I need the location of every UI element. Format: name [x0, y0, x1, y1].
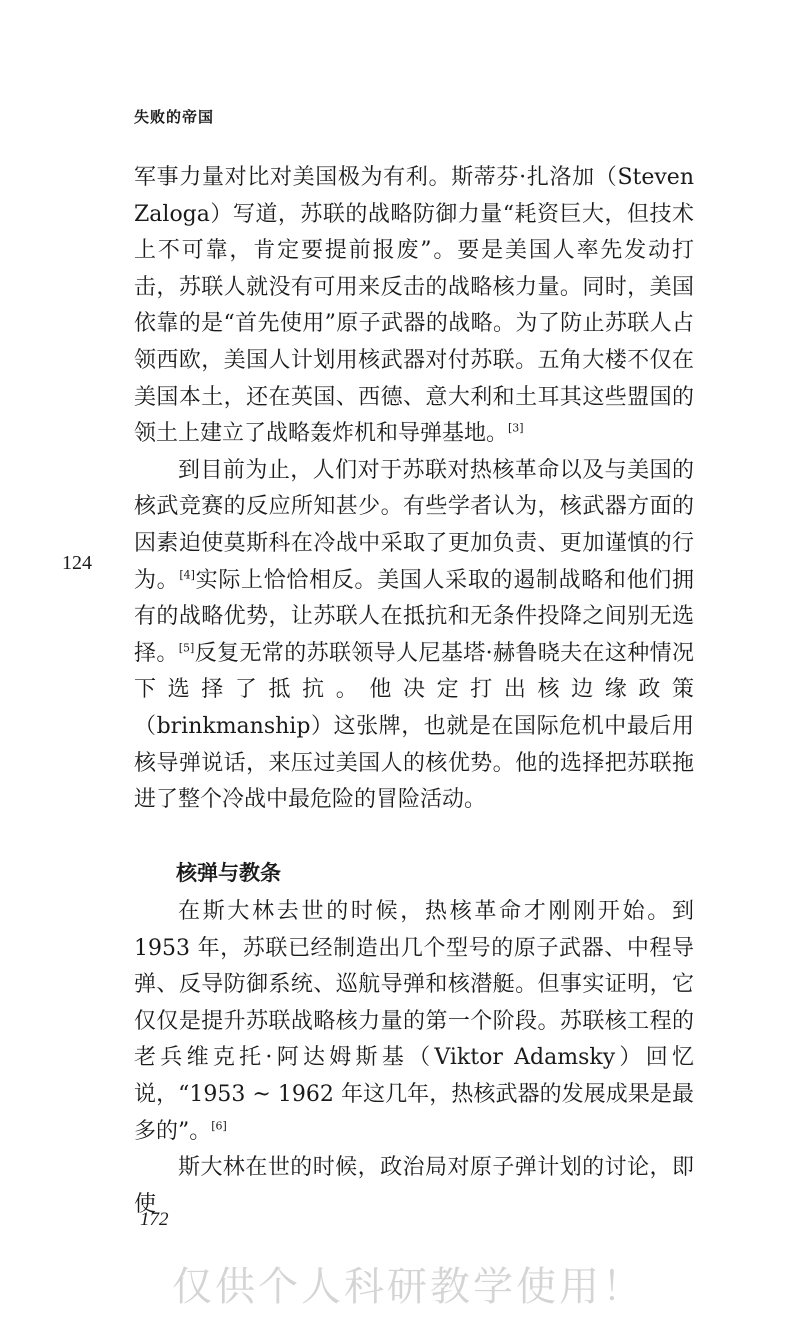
paragraph-2-text-c: 反复无常的苏联领导人尼基塔·赫鲁晓夫在这种情况下选择了抵抗。他决定打出核边缘政策（brinkmanship）这张牌，也就是在国际危机中最后用核导弹说话，来压过美国人的核优势。他的选择把苏联拖进了整个冷战中最危险的冒险活动。 — [134, 640, 694, 813]
page-folio: 172 — [140, 1209, 169, 1230]
paragraph-2-text-a: 到目前为止，人们对于苏联对热核革命以及与美国的核武竞赛的反应所知甚少。有些学者认为，核武器方面的因素迫使莫斯科在冷战中采取了更加负责、更加谨慎的行为。 — [134, 457, 694, 593]
section-title: 核弹与教条 — [176, 861, 281, 885]
footnote-ref-6: [6] — [211, 1119, 227, 1133]
footnote-ref-4: [4] — [179, 568, 195, 582]
footnote-ref-5: [5] — [178, 641, 195, 655]
body-text-upper — [134, 160, 694, 819]
paragraph-1-text: 军事力量对比对美国极为有利。斯蒂芬·扎洛加（Steven Zaloga）写道，苏联的战略防御力量“耗资巨大，但技术上不可靠，肯定要提前报废”。要是美国人率先发动打击，苏联人就没有可用来反击的战略核力量。同时，美国依靠的是“首先使用”原子武器的战略。为了防止苏联人占领西欧，美国人计划用核武器对付苏联。五角大楼不仅在美国本土，还在英国、西德、意大利和土耳其这些盟国的领土上建立了战略轰炸机和导弹基地。 — [134, 165, 694, 447]
watermark-text: 仅供个人科研教学使用！ — [172, 1264, 645, 1310]
paragraph-3-text: 在斯大林去世的时候，热核革命才刚刚开始。到 1953 年，苏联已经制造出几个型号的原子武器、中程导弹、反导防御系统、巡航导弹和核潜艇。但事实证明，它仅仅是提升苏联战略核力量的第一个阶段。苏联核工程的老兵维克托·阿达姆斯基（Viktor Adamsky）回忆说，“1953 ~ 1962 年这几年，热核武器的发展成果是最多的”。 — [134, 899, 694, 1144]
running-head: 失败的帝国 — [134, 108, 215, 126]
paragraph-2 — [134, 453, 694, 819]
margin-page-number: 124 — [62, 552, 92, 574]
paragraph-1 — [134, 160, 694, 453]
paragraph-2-text-b: 实际上恰恰相反。美国人采取的遏制战略和他们拥有的战略优势，让苏联人在抵抗和无条件投降之间别无选择。 — [134, 567, 694, 666]
paragraph-4-text: 斯大林在世的时候，政治局对原子弹计划的讨论，即使 — [134, 1155, 694, 1217]
footnote-ref-3: [3] — [508, 421, 524, 435]
body-text-lower — [134, 894, 694, 1223]
paragraph-3 — [134, 894, 694, 1150]
paragraph-4 — [134, 1150, 694, 1223]
